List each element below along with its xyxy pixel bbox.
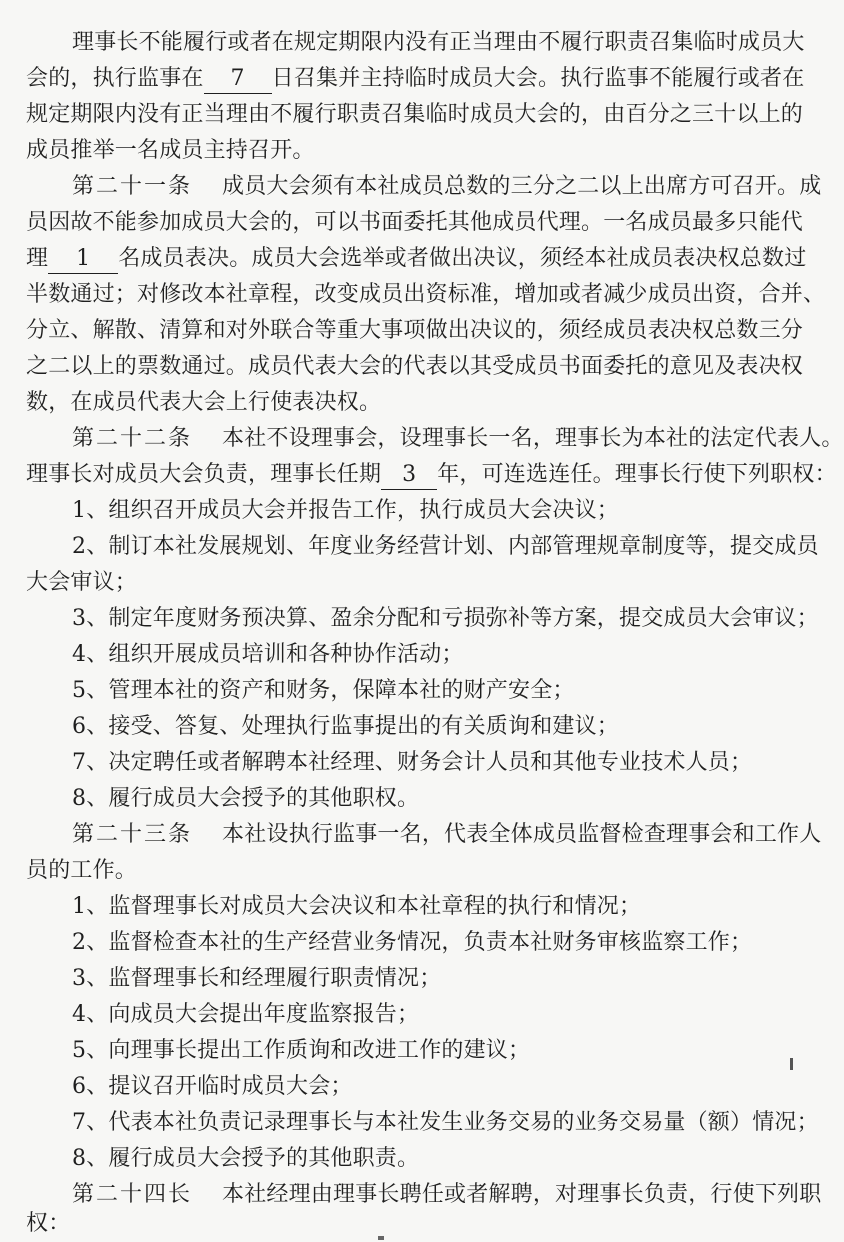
text: 6、接受、答复、处理执行监事提出的有关质询和建议； <box>72 714 619 739</box>
text: 本社不设理事会，设理事长一名，理事长为本社的法定代表人。 <box>222 426 844 451</box>
text: 理 <box>26 246 49 271</box>
list-item <box>72 673 774 709</box>
list-item <box>72 1033 774 1069</box>
text: 大会审议； <box>26 570 138 595</box>
text: 4、向成员大会提出年度监察报告； <box>72 1002 420 1027</box>
text: 会的，执行监事在 <box>26 66 204 91</box>
text: 2、制订本社发展规划、年度业务经营计划、内部管理规章制度等，提交成员 <box>72 534 819 559</box>
text-line <box>26 313 804 349</box>
fill-blank-proxy-count: 1 <box>48 245 118 274</box>
article-21-heading-line <box>72 169 822 205</box>
list-item <box>72 745 774 781</box>
fill-blank-term-years: 3 <box>381 461 437 490</box>
list-item <box>72 925 774 961</box>
text: 日召集并主持临时成员大会。执行监事不能履行或者在 <box>271 66 805 91</box>
list-item <box>72 709 774 745</box>
article-23-heading-line <box>72 817 822 853</box>
fill-blank-days: 7 <box>204 65 272 94</box>
text-line <box>26 97 804 133</box>
text-line <box>26 457 837 493</box>
text: 成员推举一名成员主持召开。 <box>26 138 315 163</box>
text-line <box>26 565 774 601</box>
text: 分立、解散、清算和对外联合等重大事项做出决议的，须经成员表决权总数三分 <box>26 318 804 343</box>
text: 理事长不能履行或者在规定期限内没有正当理由不履行职责召集临时成员大 <box>72 30 805 55</box>
text: 名成员表决。成员大会选举或者做出决议，须经本社成员表决权总数过 <box>118 246 807 271</box>
list-item <box>72 961 774 997</box>
text: 年，可连选连任。理事长行使下列职权： <box>437 462 837 487</box>
text: 5、向理事长提出工作质询和改进工作的建议； <box>72 1038 531 1063</box>
text: 6、提议召开临时成员大会； <box>72 1074 353 1099</box>
text-line <box>26 853 774 889</box>
list-item <box>72 1141 774 1177</box>
text: 4、组织开展成员培训和各种协作活动； <box>72 642 464 667</box>
text: 3、制定年度财务预决算、盈余分配和亏损弥补等方案，提交成员大会审议； <box>72 606 819 631</box>
text-line <box>26 241 807 277</box>
text: 成员大会须有本社成员总数的三分之二以上出席方可召开。成 <box>222 174 822 199</box>
text: 员的工作。 <box>26 858 138 883</box>
text-line <box>26 385 774 421</box>
text: 8、履行成员大会授予的其他职责。 <box>72 1146 420 1171</box>
list-item <box>72 889 774 925</box>
text: 7、决定聘任或者解聘本社经理、财务会计人员和其他专业技术人员； <box>72 750 753 775</box>
article-title: 第二十四长 <box>72 1182 193 1207</box>
text: 理事长对成员大会负责，理事长任期 <box>26 462 382 487</box>
text: 半数通过；对修改本社章程，改变成员出资标准，增加或者减少成员出资，合并、 <box>26 282 826 307</box>
article-title: 第二十一条 <box>72 174 193 199</box>
text-line <box>26 133 774 169</box>
text: 员因故不能参加成员大会的，可以书面委托其他成员代理。一名成员最多只能代 <box>26 210 804 235</box>
text: 之二以上的票数通过。成员代表大会的代表以其受成员书面委托的意见及表决权 <box>26 354 804 379</box>
text-line <box>26 1206 774 1242</box>
text-line <box>26 61 805 97</box>
text-line <box>26 277 826 313</box>
list-item <box>72 781 774 817</box>
list-item <box>72 637 774 673</box>
text: 5、管理本社的资产和财务，保障本社的财产安全； <box>72 678 575 703</box>
text: 规定期限内没有正当理由不履行职责召集临时成员大会的，由百分之三十以上的 <box>26 102 804 127</box>
list-item <box>72 529 819 565</box>
scan-speck <box>790 1058 793 1070</box>
list-item <box>72 493 774 529</box>
list-item <box>72 1105 819 1141</box>
text: 本社设执行监事一名，代表全体成员监督检查理事会和工作人 <box>222 822 822 847</box>
text: 数，在成员代表大会上行使表决权。 <box>26 390 382 415</box>
list-item <box>72 997 774 1033</box>
article-title: 第二十三条 <box>72 822 193 847</box>
text: 8、履行成员大会授予的其他职权。 <box>72 786 420 811</box>
text: 3、监督理事长和经理履行职责情况； <box>72 966 442 991</box>
text-line <box>26 349 804 385</box>
article-22-heading-line <box>72 421 844 457</box>
text-line <box>72 25 805 61</box>
text: 1、组织召开成员大会并报告工作，执行成员大会决议； <box>72 498 619 523</box>
scan-speck <box>378 1236 384 1240</box>
text: 1、监督理事长对成员大会决议和本社章程的执行和情况； <box>72 894 642 919</box>
text: 本社经理由理事长聘任或者解聘，对理事长负责，行使下列职 <box>222 1182 822 1207</box>
list-item <box>72 1069 774 1105</box>
text: 权： <box>26 1211 71 1236</box>
text: 2、监督检查本社的生产经营业务情况，负责本社财务审核监察工作； <box>72 930 753 955</box>
article-title: 第二十二条 <box>72 426 193 451</box>
text: 7、代表本社负责记录理事长与本社发生业务交易的业务交易量（额）情况； <box>72 1110 819 1135</box>
list-item <box>72 601 819 637</box>
text-line <box>26 205 804 241</box>
